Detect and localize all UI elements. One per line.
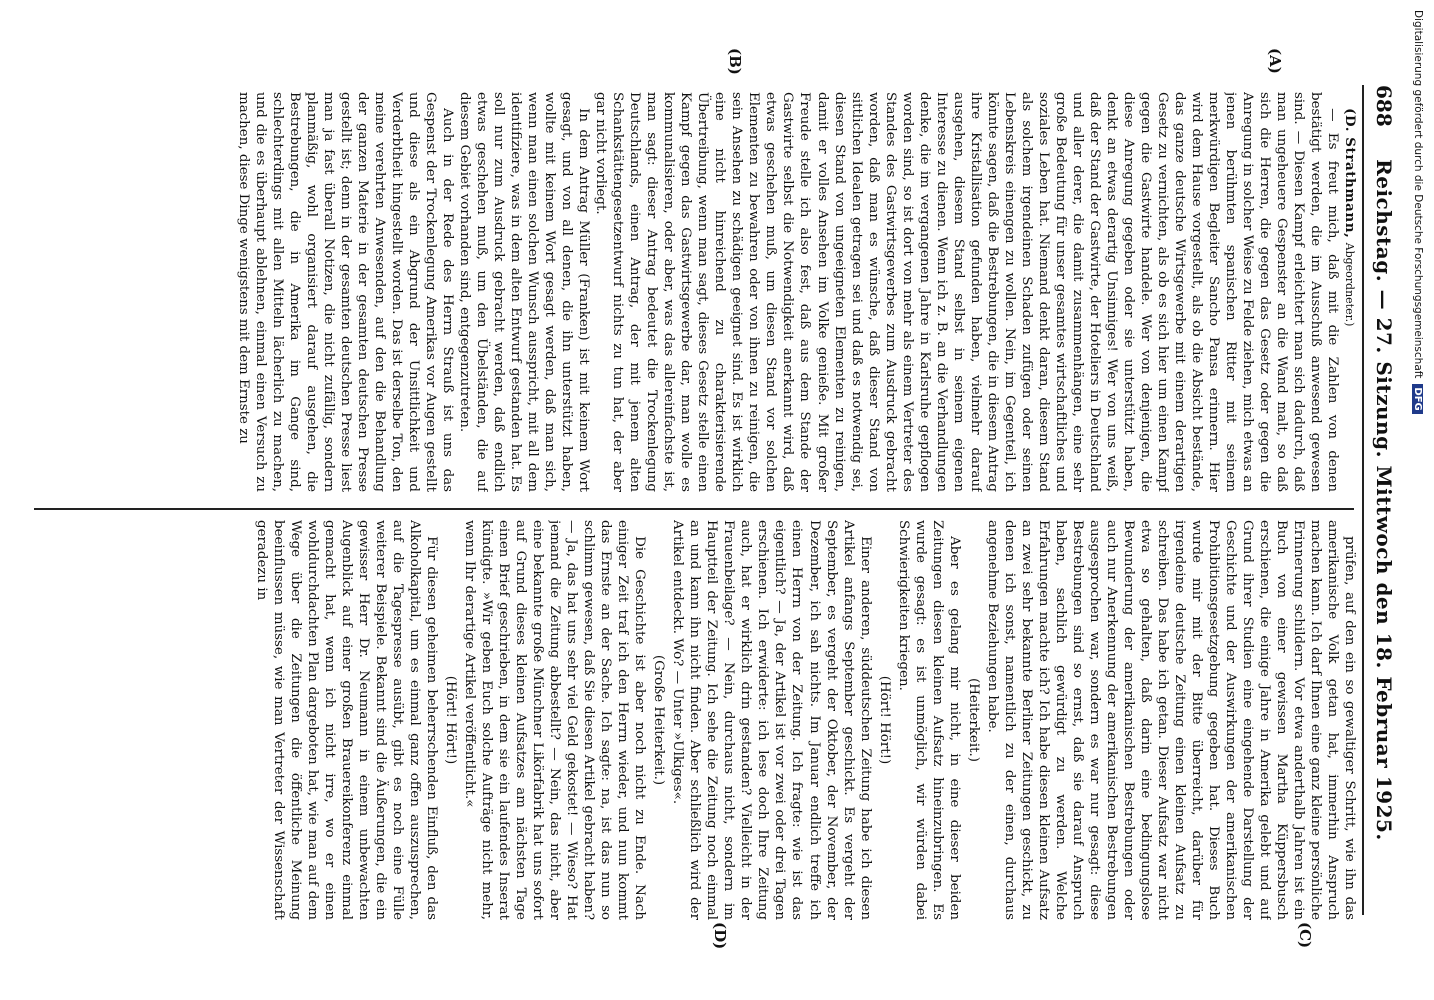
margin-marker-b: (B) [726, 48, 744, 75]
column-divider [34, 508, 1354, 510]
left-column [18, 92, 1358, 492]
speaker-name: (D. Strathmann, [1342, 108, 1358, 239]
paragraph: Auch in der Rede des Herrn Strauß ist uns das Gespenst der Trockenlegung Amerikas vor Augen gestellt und diese als ein Abgrund der Unsittlichkeit und Verderbtheit hingestellt worden. Das ist derselbe Ton, den meine verehrten Anwesenden, auf den die Behandlung der ganzen Materie in der gesamten deutschen Presse gestellt ist; denn in der gesamten deutschen Presse liest man ja fast überall Notizen, die nicht zufällig, sondern planmäßig, wohl organisiert darauf ausgehen, die Bestrebungen, die in Amerika im Gange sind, schlechterdings mit allen Mitteln lächerlich zu machen, und die es überhaupt ablehnen, einmal einen Versuch zu machen, diese Dinge wenigstens mit dem Ernste zu [235, 92, 456, 492]
interjection: (Heiterkeit.) [965, 678, 981, 762]
margin-marker-c: (C) [1296, 922, 1314, 949]
paragraph: prüfen, auf den ein so gewaltiger Schritt, wie ihn das amerikanische Volk getan hat, immerhin Anspruch machen kann. Ich darf Ihnen eine ganz kleine persönliche Erinnerung schildern. Vor etwa anderthalb Jahren ist ein Buch von einer gewissen Martha Küppersbusch erschienen, die einige Jahre in Amerika gelebt und auf Grund ihrer Studien eine eingehende Darstellung der Geschichte und der Auswirkungen der amerikanischen Prohibitionsgesetzgebung gegeben hat. Dieses Buch wurde mir mit der Bitte überreicht, darüber für irgendeine deutsche Zeitung einen kleinen Aufsatz zu schreiben. Das habe ich getan. Dieser Aufsatz war nicht etwa so gehalten, daß darin eine bedingungslose Bewunderung der amerikanischen Bestrebungen oder auch nur Anerkennung der amerikanischen Bestrebungen ausgesprochen war, sondern es war nur gesagt: diese Bestrebungen sind so ernst, daß sie darauf Anspruch haben, sachlich gewürdigt zu werden. Welche Erfahrungen machte ich? Ich habe diesen kleinen Aufsatz an zwei sehr bekannte Berliner Zeitungen geschickt, zu denen ich sonst, namentlich zu der einen, durchaus angenehme Beziehungen habe. [984, 520, 1357, 920]
speaker-affiliation: Abgeordneter.) [1343, 242, 1356, 327]
dfg-logo: DFG [1413, 384, 1424, 413]
credit-text: Digitalisierung gefördert durch die Deutsche Forschungsgemeinschaft [1412, 10, 1424, 379]
interjection: (Hört! Hört!) [876, 675, 892, 765]
paragraph: Einer anderen, süddeutschen Zeitung habe ich diesen Artikel anfangs September geschickt. Es vergeht der September, es vergeht der Oktober, der November, der Dezember, ich sah nichts. Im Januar endlich treffe ich einen Herrn von der Zeitung. Ich fragte: wie ist das eigentlich? — Ja, der Artikel ist vor zwei oder drei Tagen erschienen. Ich erwiderte: ich lese doch Ihre Zeitung auch, hat er wirklich drin gestanden? Vielleicht in der Frauenbeilage? — Nein, durchaus nicht, sondern im Hauptteil der Zeitung. Ich sehe die Zeitung noch einmal an und kann ihn nicht finden. Aber schließlich wird der Artikel entdeckt. Wo? — Unter »Ulkiges«. [670, 520, 873, 920]
speaker-line [1341, 92, 1358, 492]
page-header [1364, 85, 1404, 915]
running-head: Reichstag. — 27. Sitzung. Mittwoch den 18. Februar 1925. [1372, 159, 1396, 841]
digitization-credit [1410, 10, 1434, 990]
paragraph: In dem Antrag Müller (Franken) ist mit keinem Wort gesagt, und von all denen, die ihn unterstützt haben, wollte mit keinem Wort gesagt werden, daß man sich, wenn man einen solchen Wunsch ausspricht, mit all dem identifiziere, was in dem alten Entwurf gestanden hat. Es soll nur zum Ausdruck gebracht werden, daß endlich etwas geschehen muß, um den Übelständen, die auf diesem Gebiet vorhanden sind, entgegenzutreten. [457, 92, 592, 492]
page-number: 688 [1372, 85, 1396, 127]
margin-marker-d: (D) [711, 922, 729, 950]
paragraph: Für diesen geheimen beherrschenden Einfluß, den das Alkoholkapital, um es einmal ganz offen auszusprechen, auf die Tagespresse ausübt, gibt es noch eine Fülle weiterer Beispiele. Bekannt sind die Äußerungen, die ein gewisser Herr Dr. Neumann in einem unbewachten Augenblick auf einer großen Brauereikonferenz einmal gemacht hat, wenn ich nicht irre, wo er einen wohldurchdachten Plan dargeboten hat, wie man auf dem Wege über die Zeitungen die öffentliche Meinung beeinflussen müsse, wie man Vertreter der Wissenschaft geradezu in [254, 520, 440, 920]
margin-marker-a: (A) [1266, 48, 1284, 74]
paragraph: Die Geschichte ist aber noch nicht zu Ende. Nach einiger Zeit traf ich den Herrn wieder, und nun kommt das Ernste an der Sache. Ich sagte: na, ist das nun so schlimm gewesen, daß Sie diesen Artikel gebracht haben? — Ja, das hat uns sehr viel Geld gekostet! — Wieso? Hat jemand die Zeitung abbestellt? — Nein, das nicht, aber eine bekannte große Münchner Likörfabrik hat uns sofort auf Grund dieses kleinen Aufsatzes am nächsten Tage einen Brief geschrieben, in dem sie ein laufendes Inserat kündigte. »Wir geben Euch solche Aufträge nicht mehr, wenn Ihr derartige Artikel veröffentlicht.« [462, 520, 648, 920]
paragraph: — Es freut mich, daß mit die Zahlen von denen bestätigt werden, die im Ausschuß anwesend gewesen sind. — Diesen Kampf erleichtert man sich dadurch, daß man ungeheuere Gespenster an die Wand malt, so daß sich die Herren, die gegen das Gesetz oder gegen die Anregung in solcher Weise zu Felde ziehen, mich etwas an jenen berühmten spanischen Ritter mit seinem merkwürdigen Begleiter Sancho Pansa erinnern. Hier wird dem Hause vorgestellt, als ob die Absicht bestände, das ganze deutsche Wirtsgewerbe mit einem derartigen Gesetz zu vernichten, als ob es sich hier um einen Kampf gegen die Gastwirte handele. Wer von denjenigen, die diese Anregung gegeben oder sie unterstützt haben, denkt an etwas derartig Unsinniges! Wer von uns weiß, daß der Stand der Gastwirte, der Hoteliers in Deutschland und aller derer, die damit zusammenhängen, eine sehr große Bedeutung für unser gesamtes wirtschaftliches und soziales Leben hat. Niemand denkt daran, diesem Stand als solchem irgendeinen Schaden zufügen oder seinen Lebenskreis einengen zu wollen. Nein, im Gegenteil, ich könnte sagen, daß die Bestrebungen, die in diesem Antrag ihre Kristallisation gefunden haben, vielmehr darauf ausgehen, diesem Stand selbst in seinem eigenen Interesse zu dienen. Wenn ich z. B. an die Verhandlungen denke, die im vergangenen Jahre in Karlsruhe gepflogen worden sind, so ist dort von mehr als einem Vertreter des Standes des Gastwirtsgewerbes zum Ausdruck gebracht worden, daß man es wünsche, daß dieser Stand von sittlichen Idealen getragen sei und daß es notwendig sei, diesen Stand von ungeeigneten Elementen zu reinigen, damit er volles Ansehen im Volke genieße. Mit großer Freude stelle ich also fest, daß aus dem Stande der Gastwirte selbst die Notwendigkeit anerkannt wird, daß etwas geschehen muß, um diesen Stand vor solchen Elementen zu bewahren oder von ihnen zu reinigen, die sein Ansehen zu schädigen geeignet sind. Es ist wirklich eine nicht hinreichend zu charakterisierende Übertreibung, wenn man sagt, dieses Gesetz stelle einen Kampf gegen das Gastwirtsgewerbe dar, man wolle es kommunalisieren, oder aber, was das allereinfachste ist, man sagt: dieser Antrag bedeutet die Trockenlegung Deutschlands, einen Antrag, der mit jenem alten Schankstättengesetzentwurf nichts zu tun hat, der aber gar nicht vorliegt. [593, 92, 1340, 492]
right-column [18, 520, 1358, 920]
header-rule [1362, 85, 1364, 915]
paragraph: Aber es gelang mir nicht, in eine dieser beiden Zeitungen diesen kleinen Aufsatz hineinzubringen. Es wurde gesagt: es ist unmöglich, wir würden dabei Schwierigkeiten kriegen. [895, 520, 962, 920]
interjection: (Große Heiterkeit.) [651, 654, 667, 786]
interjection: (Hört! Hört!) [443, 675, 459, 765]
